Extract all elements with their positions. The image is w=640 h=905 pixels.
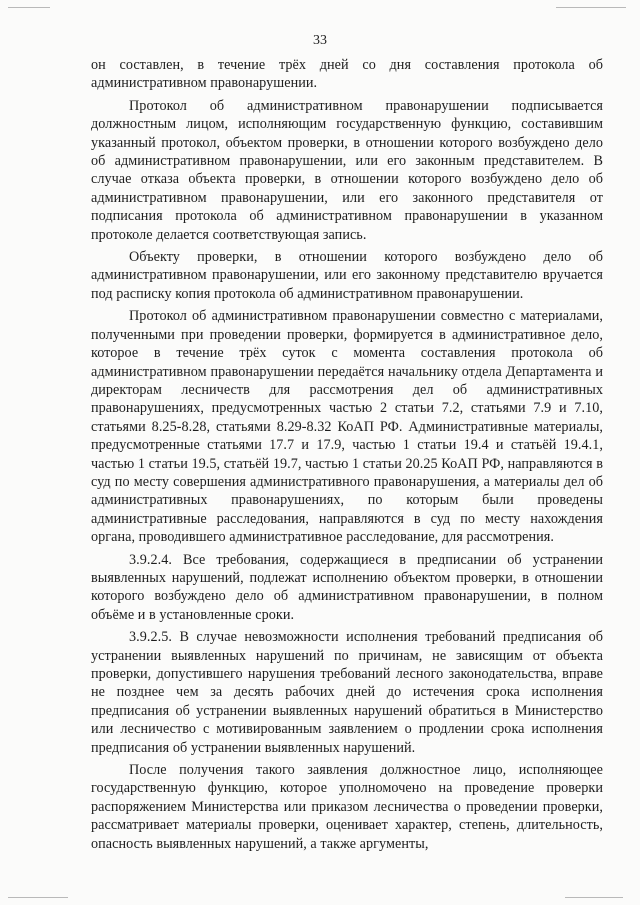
scan-edge-mark xyxy=(8,897,68,898)
scan-edge-mark xyxy=(8,7,50,8)
scan-edge-mark xyxy=(565,897,623,898)
paragraph: Объекту проверки, в отношении которого возбуждено дело об административном правонарушении, или его законному представителю вручается под расписку копия протокола об административном правонарушении. xyxy=(91,249,603,302)
paragraph: 3.9.2.4. Все требования, содержащиеся в предписании об устранении выявленных нарушений, подлежат исполнению объектом проверки, в отношении которого возбуждено дело об административном правонарушении, в полном объёме и в установленные сроки. xyxy=(91,551,603,623)
page-number: 33 xyxy=(313,33,327,48)
paragraph: После получения такого заявления должностное лицо, исполняющее государственную функцию, которое уполномочено на проведение проверки распоряжением Министерства или приказом лесничества о проведении проверки, рассматривает материалы проверки, оценивает характер, степень, длительность, опасность выявленных нарушений, а также аргументы, xyxy=(91,762,603,852)
paragraph: Протокол об административном правонарушении подписывается должностным лицом, исполняющим государственную функцию, составившим указанный протокол, объектом проверки, в отношении которого возбуждено дело об административном правонарушении, или его законным представителем. В случае отказа объекта проверки, в отношении которого возбуждено дело об административном правонарушении, или его законного представителя от подписания протокола об административном правонарушении в указанном протоколе делается соответствующая запись. xyxy=(91,97,603,243)
paragraph: Протокол об административном правонарушении совместно с материалами, полученными при проведении проверки, формируется в административное дело, которое в течение трёх суток с момента составления протокола об административном правонарушении передаётся начальнику отдела Департамента и директорам лесничеств для рассмотрения дел об административных правонарушениях, предусмотренных частью 2 статьи 7.2, статьями 7.9 и 7.10, статьями 8.25-8.28, статьями 8.29-8.32 КоАП РФ. Административные материалы, предусмотренные статьями 17.7 и 17.9, частью 1 статьи 19.4 и статьёй 19.4.1, частью 1 статьи 19.5, статьёй 19.7, частью 1 статьи 20.25 КоАП РФ, направляются в суд по месту совершения административного правонарушения, а материалы дел об административных правонарушениях, по которым были проведены административные расследования, направляются в суд по месту нахождения органа, проводившего административное расследование, для рассмотрения. xyxy=(91,308,603,546)
paragraph: 3.9.2.5. В случае невозможности исполнения требований предписания об устранении выявленных нарушений по причинам, не зависящим от объекта проверки, допустившего нарушения требований лесного законодательства, вправе не позднее чем за десять рабочих дней до истечения срока исполнения предписания об устранении выявленных нарушений обратиться в Министерство или лесничество с мотивированным заявлением о продлении срока исполнения предписания об устранении выявленных нарушений. xyxy=(91,629,603,756)
scan-edge-mark xyxy=(556,7,626,8)
body-text xyxy=(91,56,603,857)
paragraph: он составлен, в течение трёх дней со дня составления протокола об административном правонарушении. xyxy=(91,57,603,92)
